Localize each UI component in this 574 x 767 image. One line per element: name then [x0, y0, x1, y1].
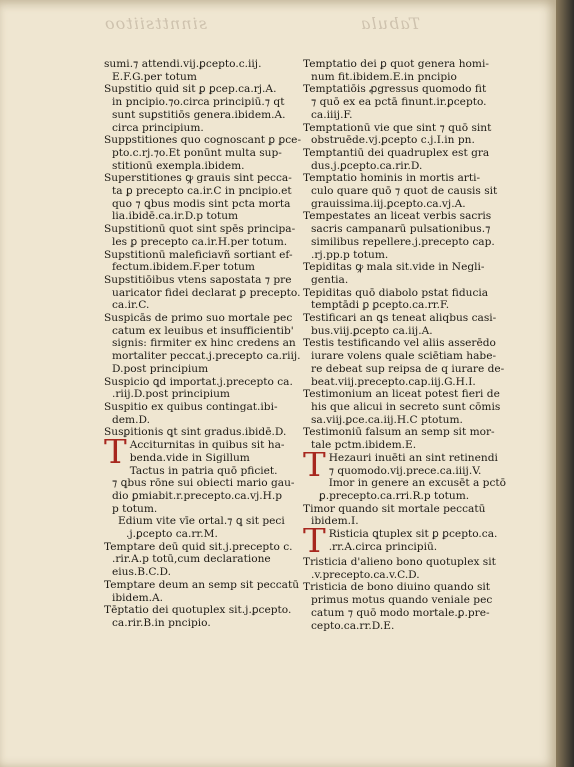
- entry-line: dem.D.: [112, 413, 150, 426]
- entry-line: Temptatiōis ꝓgressus quomodo fit: [303, 83, 487, 96]
- entry: [303, 337, 531, 388]
- entry-line: sunt suꝑstitiōs genera.ibidem.A.: [112, 108, 286, 121]
- entry: [104, 249, 300, 274]
- entry-line: Suppstitiones quo cognoscant ꝑ ꝑce-: [104, 134, 302, 147]
- entry-line: D.post principium: [112, 362, 209, 375]
- bleed-through-text-right: Tabula: [360, 14, 421, 33]
- red-initial-capital: T: [104, 439, 127, 473]
- entry: [303, 312, 531, 337]
- entry: [104, 426, 300, 439]
- entry: [303, 581, 531, 632]
- entry-line: ⁊ quō ex ea pctā finunt.ir.ꝑcepto.: [311, 96, 487, 109]
- entry-line: ta ꝑ precepto ca.ir.C in pncipio.et: [112, 185, 292, 198]
- entry-line: circa principium.: [112, 121, 204, 134]
- entry-line: catum ex leuibus et insufficientib': [112, 324, 294, 337]
- entry: [104, 477, 300, 515]
- entry-line: ibidem.I.: [311, 515, 359, 528]
- entry: [303, 287, 531, 312]
- entry-line: Temptationū vie que sint ⁊ quō sint: [303, 121, 492, 134]
- entry-line: ca.ir.C.: [112, 299, 150, 312]
- entry: [303, 210, 531, 261]
- entry-line: Tepiditas quō diabolo pstat fiducia: [303, 286, 489, 299]
- entry-line: Tēptatio dei quotuplex sit.j.ꝑcepto.: [104, 604, 292, 617]
- bleed-through-text-left: sinnttsiitoo: [104, 14, 207, 33]
- entry-line: Temptantiū dei quadruplex est gra: [303, 146, 490, 159]
- entry-line: tale pctm.ibidem.E.: [311, 439, 417, 452]
- entry-line: Acciturnitas in quibus sit ha-: [129, 439, 285, 452]
- entry-line: .rir.A.p totū,cum declaratione: [112, 553, 271, 566]
- entry-line: E.F.G.per totum: [112, 70, 197, 83]
- entry: [303, 452, 531, 503]
- entry: [104, 515, 300, 540]
- entry-line: .riij.D.post principium: [112, 388, 230, 401]
- book-edge: [556, 0, 574, 767]
- entry-line: gentia.: [311, 273, 349, 286]
- entry-line: Supstitio quid sit ꝑ ꝑcep.ca.rj.A.: [104, 83, 277, 96]
- entry: [104, 401, 300, 426]
- entry-line: uaricator fidei declarat ꝑ precepto.: [112, 286, 301, 299]
- entry-line: Testimoniū falsum an semp sit mor-: [303, 426, 495, 439]
- entry: [104, 604, 300, 629]
- left-column: [104, 58, 300, 630]
- entry: [104, 312, 300, 376]
- entry-line: num fit.ibidem.E.in pncipio: [311, 70, 457, 83]
- entry-line: Supstitionū maleficiavñ sortiant ef-: [104, 248, 293, 261]
- entry-line: ꝑ.precepto.ca.rri.R.p totum.: [319, 489, 470, 502]
- entry: [104, 274, 300, 312]
- entry-line: Testificari an ꝗs teneat aliqbus casi-: [303, 312, 497, 325]
- entry-line: Imor in genere an excusēt a pctō: [328, 477, 507, 490]
- entry-line: Superstitiones ꝙ grauis sint pecca-: [104, 172, 292, 185]
- entry-line: .v.precepto.ca.v.C.D.: [311, 568, 420, 581]
- entry-line: beat.viij.precepto.cap.iij.G.H.I.: [311, 375, 476, 388]
- entry: [303, 426, 531, 451]
- entry: [104, 172, 300, 223]
- entry-line: fectum.ibidem.F.per totum: [112, 261, 255, 274]
- entry-line: Risticia ꝗtuplex sit ꝑ ꝑcepto.ca.: [328, 528, 498, 541]
- entry: [303, 503, 531, 528]
- entry-line: Edium vite vīe ortal.⁊ ꝗ sit peci: [118, 515, 285, 528]
- entry: [303, 122, 531, 147]
- entry-line: Supstitiōibus vtens sapostata ⁊ pre: [104, 273, 292, 286]
- entry-line: temptādi ꝑ ꝑcepto.ca.rr.F.: [311, 299, 450, 312]
- entry-line: sumi.⁊ attendi.vij.ꝑcepto.c.iij.: [104, 58, 262, 70]
- entry-line: lia.ibidē.ca.ir.D.p totum: [112, 210, 239, 223]
- entry: [303, 58, 531, 83]
- entry-line: Susꝑitionis ꝗt sint gradus.ibidē.D.: [104, 426, 287, 439]
- entry-line: les ꝑ precepto ca.ir.H.per totum.: [112, 235, 288, 248]
- entry-line: ⁊ ꝗbus rōne sui obiecti mario gau-: [112, 477, 295, 490]
- entry-line: sa.viij.ꝑce.ca.iij.H.C ptotum.: [311, 413, 463, 426]
- entry-line: Tempestates an liceat verbis sacris: [303, 210, 492, 223]
- entry-line: Tristicia de bono diuino quando sit: [303, 581, 491, 594]
- red-initial-capital: T: [303, 528, 326, 557]
- entry-line: .rj.pp.p totum.: [311, 248, 389, 261]
- entry-line: sacris campanarū pulsationibus.⁊: [311, 223, 491, 236]
- entry: [104, 439, 300, 477]
- entry-line: similibus repellere.j.precepto cap.: [311, 235, 495, 248]
- entry-line: bus.viij.ꝑcepto ca.iij.A.: [311, 324, 433, 337]
- entry-line: catum ⁊ quō modo mortale.ꝑ.pre-: [311, 606, 490, 619]
- entry: [104, 223, 300, 248]
- entry-line: Supstitionū quot sint spēs principa-: [104, 223, 296, 236]
- right-column: [303, 58, 531, 632]
- entry-line: pto.c.rj.⁊o.Et ponūnt multa sup-: [112, 146, 282, 159]
- entry-line: cepto.ca.rr.D.E.: [311, 619, 395, 632]
- entry-line: in pncipio.⁊o.circa principiū.⁊ qt: [112, 96, 285, 109]
- entry-line: Suspicio ꝗd importat.j.precepto ca.: [104, 375, 293, 388]
- entry: [104, 58, 300, 83]
- entry: [303, 528, 531, 556]
- entry-line: Testis testificando vel aliis asserēdo: [303, 337, 496, 350]
- entry-line: ⁊ quomodo.vij.prece.ca.iiij.V.: [328, 464, 482, 477]
- entry: [104, 541, 300, 579]
- entry-line: Timor quando sit mortale peccatū: [303, 502, 486, 515]
- entry-line: .rr.A.circa principiū.: [328, 540, 438, 553]
- entry: [303, 556, 531, 581]
- entry-line: p totum.: [112, 502, 158, 515]
- entry: [303, 172, 531, 210]
- entry-line: obstruēde.vj.ꝑcepto c.j.I.in pn.: [311, 134, 475, 147]
- entry-line: Temptatio dei ꝑ quot genera homi-: [303, 58, 489, 70]
- entry: [303, 388, 531, 426]
- entry: [104, 134, 300, 172]
- entry-line: quo ⁊ ꝗbus modis sint pcta morta: [112, 197, 291, 210]
- entry-line: his que alicui in secreto sunt cōmis: [311, 400, 501, 413]
- entry-line: Temptatio hominis in mortis arti-: [303, 172, 481, 185]
- entry-line: stitionū exempla.ibidem.: [112, 159, 245, 172]
- entry-line: Testimonium an liceat potest fieri de: [303, 388, 500, 401]
- entry-line: Tactus in patria quō pficiet.: [129, 464, 278, 477]
- entry-line: Suspitio ex quibus contingat.ibi-: [104, 400, 278, 413]
- entry-line: Suspicās de primo suo mortale pec: [104, 312, 293, 325]
- entry: [104, 376, 300, 401]
- entry-line: iurare volens quale sciētiam habe-: [311, 350, 497, 363]
- entry-line: ca.iiij.F.: [311, 108, 353, 121]
- entry-line: Temptare deū quid sit.j.precepto c.: [104, 540, 293, 553]
- entry-line: Temptare deum an semp sit peccatū: [104, 578, 300, 591]
- entry: [303, 83, 531, 121]
- entry-line: re debeat sup reipsa de q iurare de-: [311, 362, 505, 375]
- entry-line: dus.j.ꝑcepto.ca.rir.D.: [311, 159, 423, 172]
- red-initial-capital: T: [303, 451, 326, 485]
- entry: [303, 147, 531, 172]
- entry: [303, 261, 531, 286]
- entry-line: Tepiditas ꝙ mala sit.vide in Negli-: [303, 261, 485, 274]
- entry-line: dio ꝑmiabit.r.precepto.ca.vj.H.p: [112, 489, 283, 502]
- entry-line: grauissima.iij.ꝑcepto.ca.vj.A.: [311, 197, 466, 210]
- entry-line: ibidem.A.: [112, 591, 164, 604]
- entry-line: Tristicia d'alieno bono quotuplex sit: [303, 556, 496, 569]
- entry-line: benda.vide in Sigillum: [129, 451, 250, 464]
- entry: [104, 83, 300, 134]
- entry-line: primus motus quando veniale pec: [311, 594, 493, 607]
- entry-line: mortaliter peccat.j.precepto ca.riij.: [112, 350, 301, 363]
- entry-line: culo quare quō ⁊ quot de causis sit: [311, 185, 498, 198]
- entry-line: signis: firmiter ex hinc credens an: [112, 337, 296, 350]
- entry-line: ca.rir.B.in pncipio.: [112, 616, 211, 629]
- entry: [104, 579, 300, 604]
- entry-line: eius.B.C.D.: [112, 566, 172, 579]
- entry-line: Hezauri inuēti an sint retinendi: [328, 451, 498, 464]
- entry-line: .j.ꝑcepto ca.rr.M.: [126, 528, 218, 541]
